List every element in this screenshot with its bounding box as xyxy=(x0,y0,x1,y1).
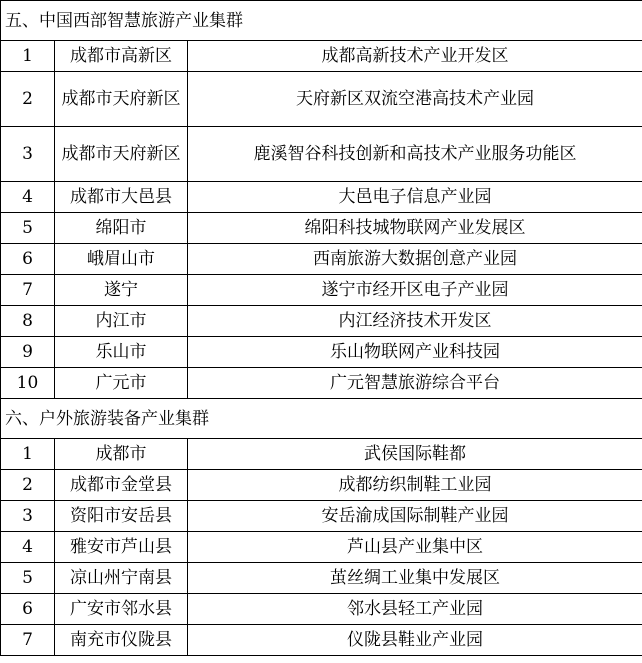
row-number: 7 xyxy=(1,625,55,656)
table-row xyxy=(1,625,642,656)
table-row xyxy=(1,127,642,182)
table-row xyxy=(1,213,642,244)
section-title: 五、中国西部智慧旅游产业集群 xyxy=(1,1,642,41)
region-cell: 广安市邻水县 xyxy=(55,594,188,625)
park-cell: 西南旅游大数据创意产业园 xyxy=(188,244,642,275)
row-number: 4 xyxy=(1,182,55,213)
row-number: 9 xyxy=(1,337,55,368)
park-cell: 芦山县产业集中区 xyxy=(188,532,642,563)
region-cell: 广元市 xyxy=(55,368,188,399)
region-cell: 成都市 xyxy=(55,439,188,470)
park-cell: 遂宁市经开区电子产业园 xyxy=(188,275,642,306)
table-row xyxy=(1,501,642,532)
table-row xyxy=(1,470,642,501)
row-number: 7 xyxy=(1,275,55,306)
table-row xyxy=(1,368,642,399)
row-number: 2 xyxy=(1,470,55,501)
park-cell: 成都纺织制鞋工业园 xyxy=(188,470,642,501)
table-row xyxy=(1,41,642,72)
table-row xyxy=(1,594,642,625)
park-cell: 内江经济技术开发区 xyxy=(188,306,642,337)
row-number: 1 xyxy=(1,41,55,72)
row-number: 6 xyxy=(1,594,55,625)
region-cell: 内江市 xyxy=(55,306,188,337)
row-number: 8 xyxy=(1,306,55,337)
row-number: 10 xyxy=(1,368,55,399)
table-row xyxy=(1,182,642,213)
region-cell: 凉山州宁南县 xyxy=(55,563,188,594)
region-cell: 成都市高新区 xyxy=(55,41,188,72)
region-cell: 成都市大邑县 xyxy=(55,182,188,213)
row-number: 5 xyxy=(1,563,55,594)
park-cell: 茧丝绸工业集中发展区 xyxy=(188,563,642,594)
region-cell: 峨眉山市 xyxy=(55,244,188,275)
row-number: 3 xyxy=(1,127,55,182)
park-cell: 广元智慧旅游综合平台 xyxy=(188,368,642,399)
section-title: 六、户外旅游装备产业集群 xyxy=(1,399,642,439)
table-row xyxy=(1,439,642,470)
park-cell: 绵阳科技城物联网产业发展区 xyxy=(188,213,642,244)
table-row xyxy=(1,563,642,594)
section-header-row xyxy=(1,1,642,41)
table-row xyxy=(1,244,642,275)
park-cell: 鹿溪智谷科技创新和高技术产业服务功能区 xyxy=(188,127,642,182)
region-cell: 乐山市 xyxy=(55,337,188,368)
row-number: 5 xyxy=(1,213,55,244)
section-header-row xyxy=(1,399,642,439)
table-row xyxy=(1,532,642,563)
park-cell: 天府新区双流空港高技术产业园 xyxy=(188,72,642,127)
region-cell: 成都市天府新区 xyxy=(55,72,188,127)
park-cell: 仪陇县鞋业产业园 xyxy=(188,625,642,656)
region-cell: 南充市仪陇县 xyxy=(55,625,188,656)
park-cell: 大邑电子信息产业园 xyxy=(188,182,642,213)
region-cell: 成都市天府新区 xyxy=(55,127,188,182)
region-cell: 绵阳市 xyxy=(55,213,188,244)
park-cell: 武侯国际鞋都 xyxy=(188,439,642,470)
park-cell: 邻水县轻工产业园 xyxy=(188,594,642,625)
table-row xyxy=(1,337,642,368)
region-cell: 资阳市安岳县 xyxy=(55,501,188,532)
row-number: 6 xyxy=(1,244,55,275)
row-number: 3 xyxy=(1,501,55,532)
region-cell: 遂宁 xyxy=(55,275,188,306)
table-row xyxy=(1,72,642,127)
park-cell: 乐山物联网产业科技园 xyxy=(188,337,642,368)
region-cell: 雅安市芦山县 xyxy=(55,532,188,563)
row-number: 1 xyxy=(1,439,55,470)
table-row xyxy=(1,275,642,306)
region-cell: 成都市金堂县 xyxy=(55,470,188,501)
park-cell: 安岳渝成国际制鞋产业园 xyxy=(188,501,642,532)
row-number: 4 xyxy=(1,532,55,563)
park-cell: 成都高新技术产业开发区 xyxy=(188,41,642,72)
row-number: 2 xyxy=(1,72,55,127)
table-row xyxy=(1,306,642,337)
